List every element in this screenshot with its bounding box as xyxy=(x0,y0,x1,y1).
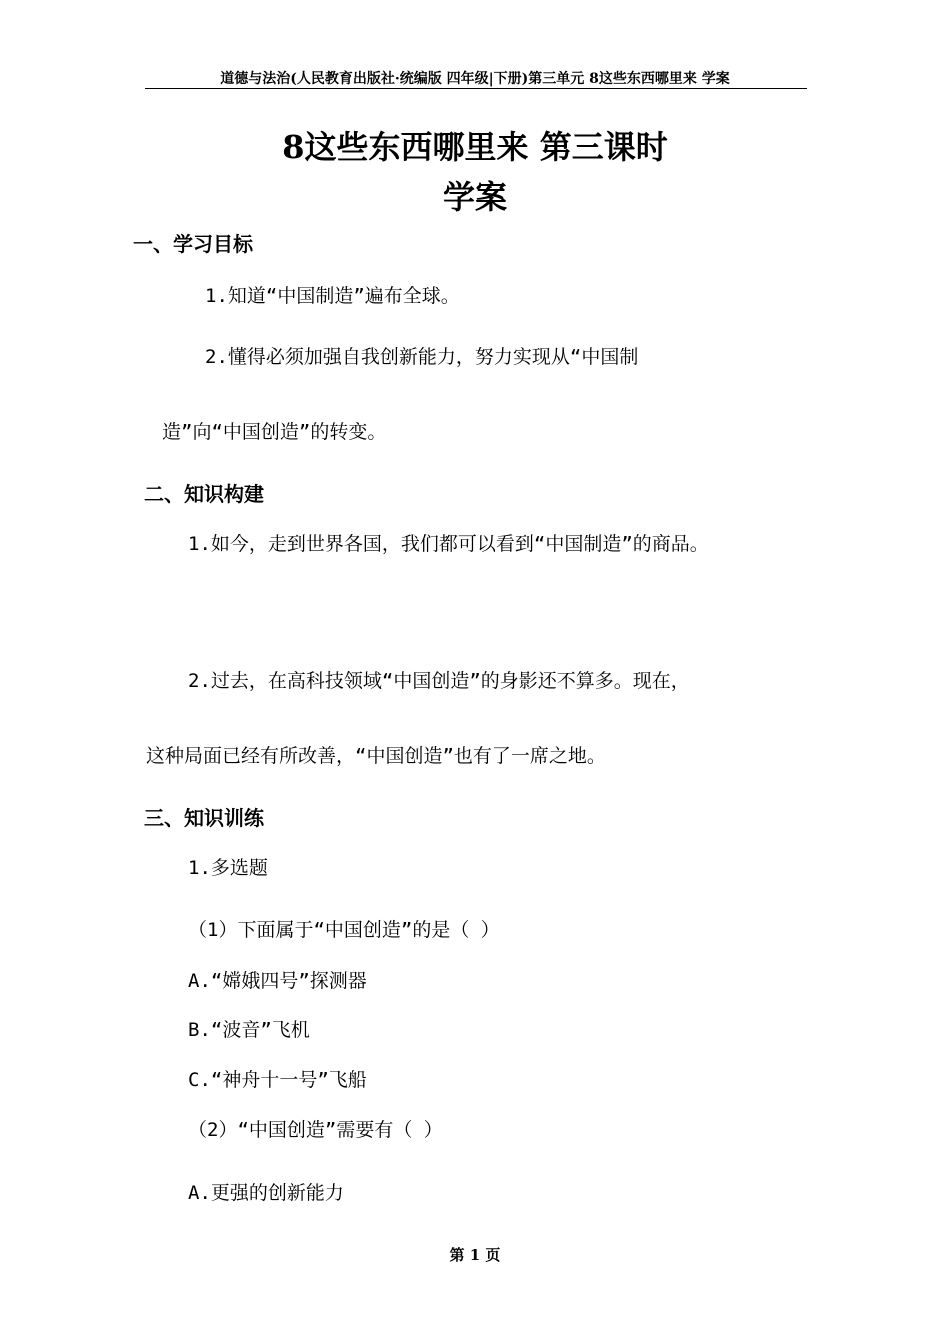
knowledge-item-1: 1.如今，走到世界各国，我们都可以看到“中国制造”的商品。 xyxy=(188,533,709,555)
section-heading-training: 三、知识训练 xyxy=(144,806,264,830)
objective-item-2-line1: 2.懂得必须加强自我创新能力，努力实现从“中国制 xyxy=(205,346,639,368)
question-type-label: 1.多选题 xyxy=(188,857,268,879)
question-2-option-a: A.更强的创新能力 xyxy=(188,1182,344,1204)
objective-item-1: 1.知道“中国制造”遍布全球。 xyxy=(205,285,460,307)
question-1: （1）下面属于“中国创造”的是（ ） xyxy=(188,919,500,941)
page-number: 第 1 页 xyxy=(449,1246,501,1264)
document-title: 8这些东西哪里来 第三课时 xyxy=(282,128,668,166)
question-1-option-a: A.“嫦娥四号”探测器 xyxy=(188,970,367,992)
question-2: （2）“中国创造”需要有（ ） xyxy=(188,1119,443,1141)
section-heading-objectives: 一、学习目标 xyxy=(133,232,253,256)
question-1-option-c: C.“神舟十一号”飞船 xyxy=(188,1069,367,1091)
document-subtitle: 学案 xyxy=(442,178,507,216)
section-heading-knowledge: 二、知识构建 xyxy=(144,482,264,506)
knowledge-item-2-line2: 这种局面已经有所改善，“中国创造”也有了一席之地。 xyxy=(146,745,606,767)
running-header: 道德与法治(人民教育出版社·统编版 四年级|下册)第三单元 8这些东西哪里来 学案 xyxy=(220,71,730,87)
question-1-option-b: B.“波音”飞机 xyxy=(188,1019,310,1041)
header-rule xyxy=(145,88,807,89)
objective-item-2-line2: 造”向“中国创造”的转变。 xyxy=(162,421,387,443)
knowledge-item-2-line1: 2.过去，在高科技领域“中国创造”的身影还不算多。现在， xyxy=(188,670,690,692)
